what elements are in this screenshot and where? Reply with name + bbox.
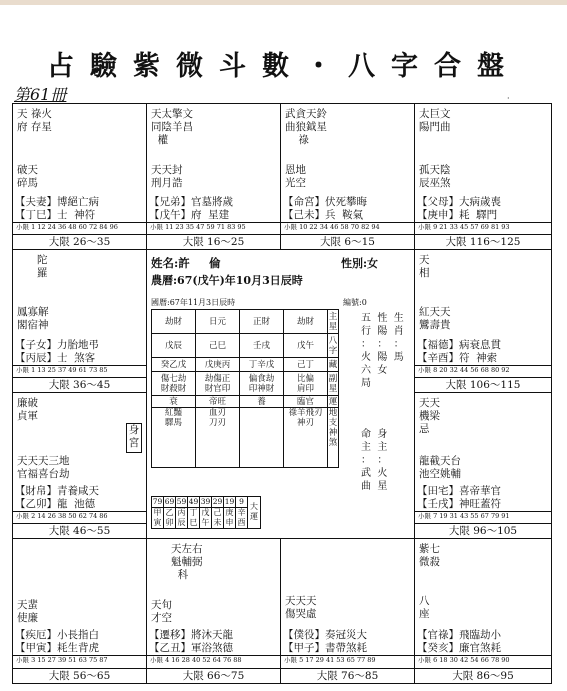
- top-band: [0, 0, 567, 5]
- palace-gods: 【遷移】將沐天龍 【乙丑】軍浴煞德: [149, 629, 233, 654]
- main-stars: 陀 羅: [37, 254, 48, 279]
- bazi-cell: 正財: [240, 310, 284, 334]
- ziwei-chart: [12, 103, 552, 684]
- bazi-row-label: 八字: [328, 335, 338, 356]
- palace-shen: [415, 104, 551, 250]
- daxian: 大限 26～35: [13, 234, 146, 249]
- bazi-row-label: 主星: [328, 311, 338, 332]
- daxian: 大限 66～75: [147, 668, 280, 683]
- dayun-age: 29: [212, 497, 223, 506]
- bazi-cell: 劫財: [284, 310, 328, 334]
- bazi-cell: 丁辛戊: [240, 358, 284, 372]
- palace-wu: [147, 104, 281, 250]
- main-stars: 太巨文 陽門曲: [419, 108, 451, 133]
- bazi-cell: 壬戌: [240, 334, 284, 358]
- dayun-label: 大運: [248, 497, 261, 529]
- dayun-age: 19: [224, 497, 235, 506]
- xiaoxian: 小限 6 18 30 42 54 66 78 90: [415, 655, 551, 665]
- xiaoxian: 小限 10 22 34 46 58 70 82 94: [281, 222, 414, 232]
- daxian: 大限 86～95: [415, 668, 551, 683]
- palace-gods: 【兄弟】官墓將歲 【戊午】府 星建: [149, 196, 233, 221]
- xiaoxian: 小限 8 20 32 44 56 68 80 92: [415, 365, 551, 375]
- daxian: 大限 106～115: [415, 377, 551, 392]
- palace-gods: 【命宮】伏死攀晦 【己未】兵 鞍氣: [283, 196, 367, 221]
- bazi-row-label: 地支神煞: [328, 408, 339, 468]
- minor-stars: 龍截天台 池空姚輔: [419, 455, 461, 480]
- bazi-cell: 己巳: [196, 334, 240, 358]
- xiaoxian: 小限 4 16 28 40 52 64 76 88: [147, 655, 280, 665]
- daxian: 大限 36～45: [13, 377, 146, 392]
- bazi-cell: 比偏 肩印: [284, 372, 328, 396]
- daxian: 大限 96～105: [415, 523, 551, 538]
- bazi-cell: 祿羊飛刃 神刃: [284, 408, 328, 468]
- minor-stars: 天天封 刑月誥: [151, 164, 183, 189]
- main-stars: 天 祿火 府 存星: [17, 108, 52, 133]
- palace-si: [13, 104, 147, 250]
- bazi-row-label: 運: [328, 396, 338, 407]
- main-stars: 天太擎文 同陰羊昌 權: [151, 108, 193, 146]
- main-stars: 武貪天鈴 曲狼鉞星 祿: [285, 108, 327, 146]
- xiaoxian: 小限 7 19 31 43 55 67 79 91: [415, 511, 551, 521]
- daxian: 大限 46～55: [13, 523, 146, 538]
- daxian: 大限 116～125: [415, 234, 551, 249]
- xiaoxian: 小限 1 13 25 37 49 61 73 85: [13, 365, 146, 375]
- palace-chou: [147, 539, 281, 683]
- dayun-pillar: 乙卯: [165, 507, 174, 527]
- lunar-birth: 農曆:67(戊午)年10月3日辰時: [151, 274, 303, 287]
- dayun-age: 49: [188, 497, 199, 506]
- dayun-pillar: 戊午: [201, 507, 210, 527]
- minor-stars: 恩地 光空: [285, 164, 306, 189]
- dayun-pillar: 己未: [213, 507, 222, 527]
- center-panel: [147, 250, 415, 539]
- minor-stars: 孤天陰 辰巫煞: [419, 164, 451, 189]
- bazi-cell: 偏食劫 印神財: [240, 372, 284, 396]
- bazi-cell: 臨官: [284, 396, 328, 408]
- bazi-cell: 養: [240, 396, 284, 408]
- dayun-age: 79: [152, 497, 163, 506]
- bazi-cell: 己丁: [284, 358, 328, 372]
- dayun-age: 9: [236, 497, 248, 508]
- bazi-table: [151, 309, 339, 468]
- palace-gods: 【官祿】飛臨劫小 【癸亥】廉官煞耗: [417, 629, 501, 654]
- palace-zi: [281, 539, 415, 683]
- minor-stars: 鳳寡解 閣宿神: [17, 306, 49, 331]
- palace-gods: 【田宅】喜帝華官 【壬戌】神旺蓋符: [417, 485, 501, 510]
- shen-palace-tag: 身宮: [126, 423, 142, 453]
- palace-gods: 【子女】力胎地弔 【丙辰】士 煞客: [15, 339, 99, 364]
- xiaoxian: 小限 9 21 33 45 57 69 81 93: [415, 222, 551, 232]
- main-stars: 廉破 貞軍: [17, 397, 38, 422]
- bazi-cell: 劫傷正 財官印: [196, 372, 240, 396]
- minor-stars: 破天 碎馬: [17, 164, 38, 189]
- dayun-pillar: 丁巳: [189, 507, 198, 527]
- bazi-cell: 血刃 刀刃: [196, 408, 240, 468]
- solar-birth: 國曆:67年11月3日辰時: [151, 298, 236, 307]
- daxian: 大限 6～15: [281, 234, 414, 249]
- bazi-cell: 戊午: [284, 334, 328, 358]
- main-stars: 天 相: [419, 254, 430, 279]
- bazi-cell: 戊辰: [152, 334, 196, 358]
- palace-wei: [281, 104, 415, 250]
- minor-stars: 紅天天 鸞壽貴: [419, 306, 451, 331]
- bazi-cell: 癸乙戊: [152, 358, 196, 372]
- minor-stars: 天天天三地 官福喜台劫: [17, 455, 70, 480]
- name-label: 姓名:許: [151, 256, 190, 270]
- bazi-cell: 劫財: [152, 310, 196, 334]
- minor-stars: 天天天 傷哭虛: [285, 595, 317, 620]
- palace-gods: 【父母】大病歲喪 【庚申】耗 驛門: [417, 196, 501, 221]
- xiaoxian: 小限 1 12 24 36 48 60 72 84 96: [13, 222, 146, 232]
- dayun-pillar: 辛酉: [237, 507, 246, 527]
- palace-hai: [415, 539, 551, 683]
- dayun-age: 69: [164, 497, 175, 506]
- daxian: 大限 56～65: [13, 668, 146, 683]
- dayun-pillar: 甲寅: [153, 507, 162, 527]
- dayun-table: [151, 496, 261, 529]
- minor-stars: 天旬 才空: [151, 599, 172, 624]
- dot-mark: ·: [507, 94, 510, 103]
- palace-you: [415, 250, 551, 393]
- bazi-row-label: 藏: [328, 359, 338, 370]
- main-stars: 紫七 微殺: [419, 543, 440, 568]
- dayun-pillar: 丙辰: [177, 507, 186, 527]
- palace-chen: [13, 250, 147, 393]
- bazi-cell: [240, 408, 284, 468]
- palace-xu: [415, 393, 551, 539]
- bazi-cell: 紅豔 驛馬: [152, 408, 196, 468]
- bazi-cell: 傷七劫 財殺財: [152, 372, 196, 396]
- bazi-row-label: 副星: [328, 373, 338, 394]
- main-stars: 天天 機梁 忌: [419, 397, 440, 435]
- minor-stars: 八 座: [419, 595, 430, 620]
- dayun-pillar: 庚申: [225, 507, 234, 527]
- xiaoxian: 小限 5 17 29 41 53 65 77 89: [281, 655, 414, 665]
- palace-gods: 【福德】病衰息貫 【辛酉】符 神索: [417, 339, 501, 364]
- bazi-cell: 戊庚丙: [196, 358, 240, 372]
- palace-yin: [13, 539, 147, 683]
- wuxing-info: 五 性 生 行 陽 肖 ： ： ： 火 陽 馬 六 女 局: [361, 313, 404, 389]
- palace-gods: 【夫妻】博絕亡病 【丁巳】士 神符: [15, 196, 99, 221]
- bazi-cell: 帝旺: [196, 396, 240, 408]
- name-rest: 倫: [209, 256, 221, 270]
- palace-gods: 【僕役】奏冠災大 【甲子】書帶煞耗: [283, 629, 367, 654]
- xiaoxian: 小限 3 15 27 39 51 63 75 87: [13, 655, 146, 665]
- handwritten-number: 第61冊: [14, 85, 67, 104]
- daxian: 大限 76～85: [281, 668, 414, 683]
- bazi-cell: 日元: [196, 310, 240, 334]
- record-number: 編號:0: [343, 298, 367, 307]
- dayun-age: 39: [200, 497, 211, 506]
- palace-gods: 【財帛】青養咸天 【乙卯】龍 池德: [15, 485, 99, 510]
- page-title: 占驗紫微斗數・八字合盤: [47, 51, 520, 82]
- main-stars: 天蜚 使廉: [17, 599, 38, 624]
- palace-gods: 【疾厄】小長指白 【甲寅】耗生背虎: [15, 629, 99, 654]
- dayun-age: 59: [176, 497, 187, 506]
- main-stars: 天左右 魁輔弼 科: [171, 543, 203, 581]
- ming-shen-zhu: 命 身 主 主 ： ： 武 火 曲 星: [361, 429, 388, 492]
- xiaoxian: 小限 11 23 35 47 59 71 83 95: [147, 222, 280, 232]
- bazi-cell: 衰: [152, 396, 196, 408]
- daxian: 大限 16～25: [147, 234, 280, 249]
- palace-mao: [13, 393, 147, 539]
- xiaoxian: 小限 2 14 26 38 50 62 74 86: [13, 511, 146, 521]
- gender-label: 性別:女: [341, 257, 379, 270]
